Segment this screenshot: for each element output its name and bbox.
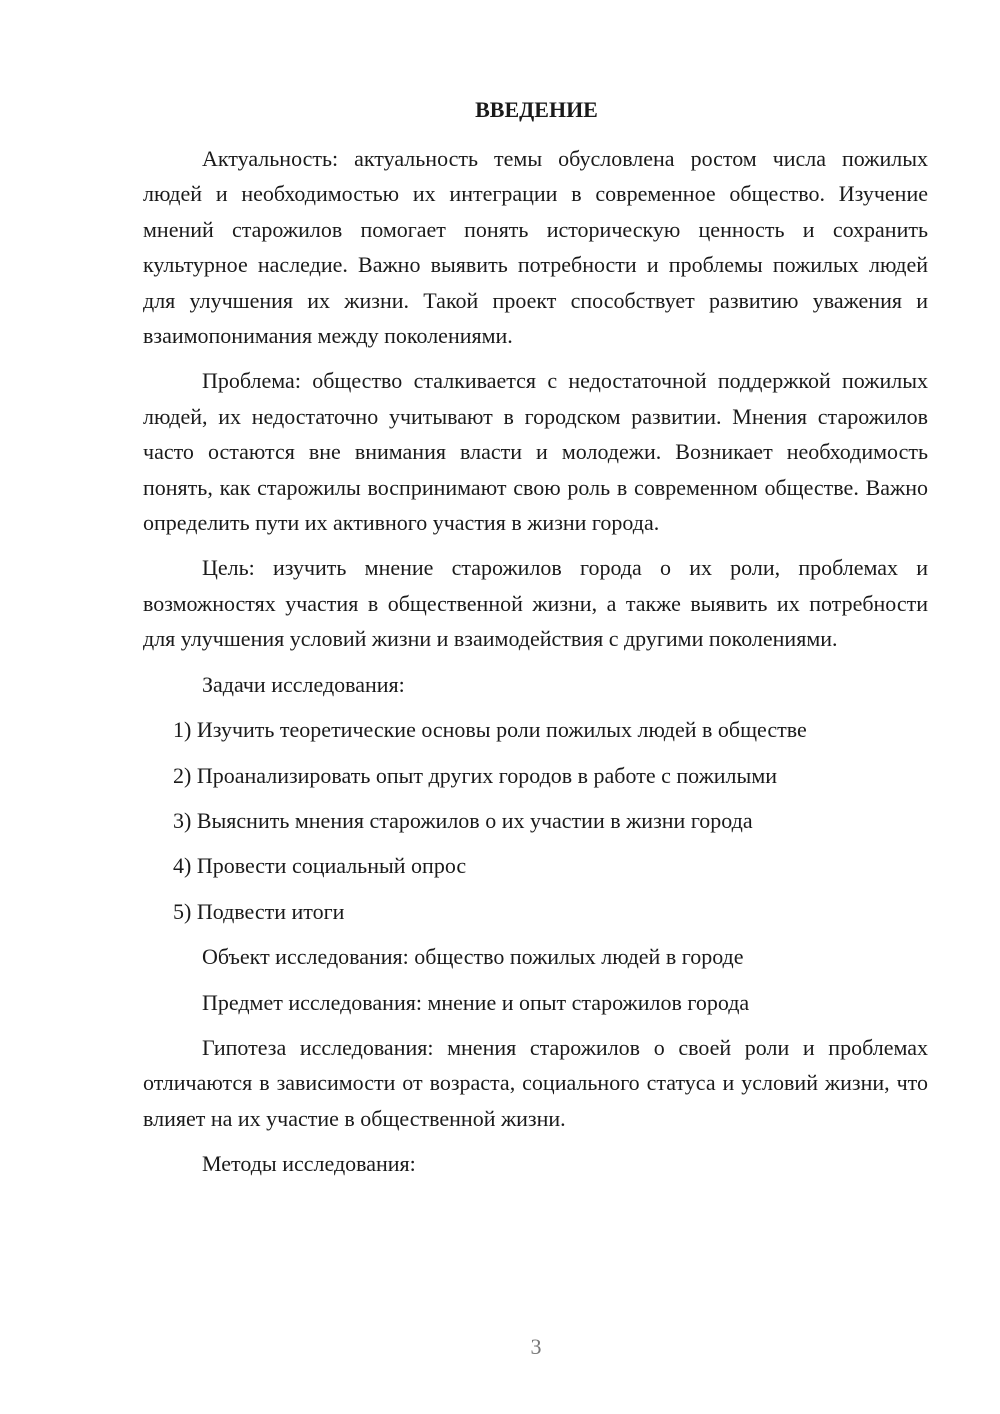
task-item: 5) Подвести итоги bbox=[173, 898, 345, 924]
tasks-heading: Задачи исследования: bbox=[202, 671, 405, 697]
task-item: 3) Выяснить мнения старожилов о их участии в жизни города bbox=[173, 807, 753, 833]
task-item: 4) Провести социальный опрос bbox=[173, 853, 467, 879]
hypothesis-paragraph: Гипотеза исследования: мнения старожилов о своей роли и проблемах отличаются в зависимости от возраста, социального статуса и условий жизни, что влияет на их участие в общественной жизни. bbox=[143, 1034, 928, 1131]
page-number: 3 bbox=[530, 1334, 542, 1359]
research-object: Объект исследования: общество пожилых людей в городе bbox=[202, 944, 744, 970]
task-item: 1) Изучить теоретические основы роли пожилых людей в обществе bbox=[173, 717, 807, 743]
goal-paragraph: Цель: изучить мнение старожилов города о их роли, проблемах и возможностях участия в общественной жизни, а также выявить их потребности для улучшения условий жизни и взаимодействия с другими поколениями. bbox=[143, 555, 928, 652]
section-title: ВВЕДЕНИЕ bbox=[475, 97, 598, 122]
page-content bbox=[143, 92, 928, 1192]
relevance-paragraph: Актуальность: актуальность темы обусловлена ростом числа пожилых людей и необходимостью их интеграции в современное общество. Изучение мнений старожилов помогает понять историческую ценность и сохранить культурное наследие. Важно выявить потребности и проблемы пожилых людей для улучшения их жизни. Такой проект способствует развитию уважения и взаимопонимания между поколениями. bbox=[143, 146, 928, 349]
problem-paragraph: Проблема: общество сталкивается с недостаточной поддержкой пожилых людей, их недостаточно учитывают в городском развитии. Мнения старожилов часто остаются вне внимания власти и молодежи. Возникает необходимость понять, как старожилы воспринимают свою роль в современном обществе. Важно определить пути их активного участия в жизни города. bbox=[143, 368, 928, 536]
methods-heading: Методы исследования: bbox=[202, 1151, 416, 1177]
tasks-list bbox=[143, 712, 928, 929]
research-subject: Предмет исследования: мнение и опыт старожилов города bbox=[202, 989, 750, 1015]
task-item: 2) Проанализировать опыт других городов в работе с пожилыми bbox=[173, 762, 778, 788]
